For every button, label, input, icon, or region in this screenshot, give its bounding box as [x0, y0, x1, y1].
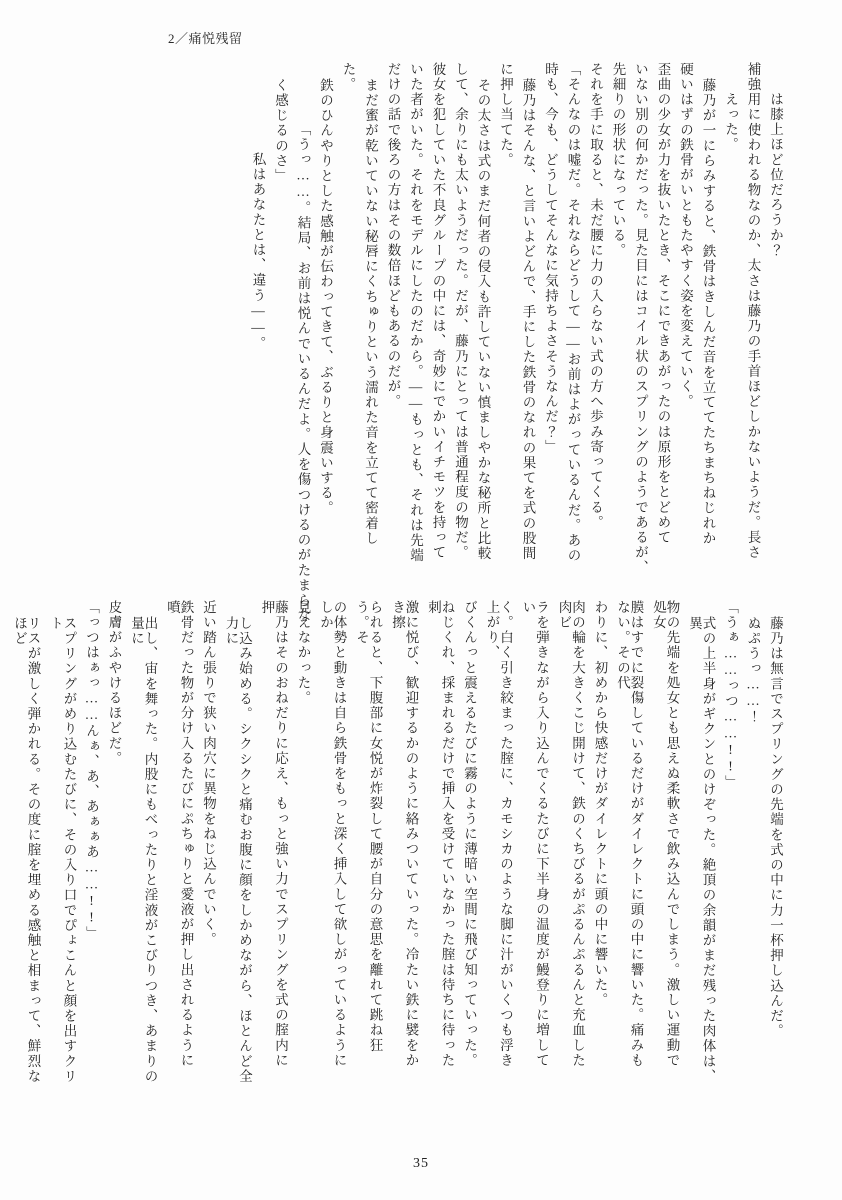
text-column: 鉄骨だった物が分け入るたびにぷちゅりと愛液が押し出されるように噴 [165, 600, 194, 1069]
text-column: びくんっと震えるたびに霧のように薄暗い空間に飛び知っていった。 [462, 600, 477, 1069]
text-column: ねじくれ、採まれるだけで挿入を受けていなかった腟は待ちに待った刺 [426, 600, 455, 1069]
text-column: に押し当てた。 [498, 62, 513, 168]
text-column: の体勢と動きは自ら鉄骨をもっと深く挿入して欲しがっているようにしか [318, 600, 347, 1069]
text-column: だけの話で後ろの方はその数倍ほどもあるのだが。 [385, 62, 401, 410]
text-column: 見えなかった。 [295, 600, 311, 706]
text-column: 藤乃はそのおねだりに応え、もっと強い力でスプリングを式の腟内に押 [259, 600, 288, 1069]
text-column: く感じるのさ」 [273, 78, 288, 184]
text-block-upper [242, 62, 783, 624]
text-column: 藤乃は無言でスプリングの先端を式の中に力一杯押し込んだ。 [768, 616, 783, 1039]
text-column: えった。 [723, 92, 738, 153]
text-column: して、余りにも太いようだった。だが、藤乃にとっては普通程度の物だ。 [453, 62, 468, 561]
text-column: し込み始める。シクシクと痛むお腹に顔をしかめながら、ほとんど全力に [223, 616, 252, 1085]
text-column: 硬いはずの鉄骨がいともたやすく姿を変えていく。 [678, 62, 693, 410]
text-column: た。 [340, 62, 356, 93]
text-column: 「うっ……。結局、お前は悦んでいるんだよ。人を傷つけるのがたまらな [295, 122, 311, 624]
text-column: ラを弾きながら入り込んでくるたびに下半身の温度が鰻登りに増してい [520, 600, 549, 1069]
text-column: く。白く引き絞まった腟に、カモシカのような脚に汁がいくつも浮き上がり、 [484, 600, 513, 1069]
text-column: 式の上半身がギクンとのけぞった。絶頂の余韻がまだ残った肉体は、異 [687, 616, 716, 1085]
text-column: わりに、初めから快感だけがダイレクトに頭の中に響いた。 [592, 600, 608, 1008]
text-column: ぬぷうっ……！ [745, 616, 761, 725]
text-column: 出し、宙を舞った。内股にもべったりと淫液がこびりつき、あまりの量に [129, 616, 158, 1085]
text-column: 激に悦び、歓迎するかのように絡みついていった。冷たい鉄に襞をかき擦 [390, 600, 419, 1069]
text-column: 皮膚がふやけるほどだ。 [106, 600, 122, 767]
text-column: られると、下腹部に女悦が炸裂して腰が自分の意思を離れて跳ね狂う。そ [354, 600, 383, 1053]
text-column: スプリングがめり込むたびに、その入り口でぴょこんと顔を出すクリト [48, 616, 77, 1085]
text-column: その太さは式のまだ何者の侵入も許していない慎ましやかな秘所と比較 [475, 78, 491, 562]
text-column: 藤乃が一にらみすると、鉄骨はきしんだ音を立ててたちまちねじれか [700, 78, 716, 547]
text-column: いない別の何かだった。見た目にはコイル状のスプリングのようであるが、 [633, 62, 648, 576]
text-column: 歪曲の少女が力を抜いたとき、そこにできあがったのは原形をとどめて [655, 62, 671, 546]
text-block-lower [0, 600, 783, 1085]
text-column: 時も、今も、どうしてそんなに気持ちよさそうなんだ？」 [543, 62, 558, 455]
running-head: 2／痛悦残留 [168, 31, 243, 46]
text-column: 膜はすでに裂傷しているだけがダイレクトに頭の中に響いた。痛みもない。その代 [615, 600, 644, 1069]
text-column: 補強用に使われる物なのか、太さは藤乃の手首ほどしかないようだ。長さ [745, 62, 761, 561]
text-column: 私はあなたとは、違う――。 [250, 152, 266, 352]
text-column: それを手に取ると、未だ腰に力の入らない式の方へ歩み寄ってくる。 [588, 62, 603, 531]
text-column: 「うぁ……っつ……!!」 [723, 600, 738, 791]
text-column: 藤乃はそんな、と言いよどんで、手にした鉄骨のなれの果てを式の股間 [520, 78, 536, 562]
text-column: 彼女を犯していた不良グループの中には、奇妙にでかいイチモツを持って [430, 62, 446, 561]
text-column: は膝上ほど位だろうか？ [768, 92, 783, 259]
text-column: 鉄のひんやりとした感触が伝わってきて、ぶるりと身震いする。 [318, 78, 333, 516]
page-number: 35 [413, 1156, 429, 1171]
text-column: まだ蜜が乾いていない秘唇にくちゅりという濡れた音を立てて密着し [363, 78, 378, 547]
text-column: 「っつはぁっ……んぁ、あ、あぁぁあ……!!」 [84, 600, 99, 942]
text-column: 物の先端を処女とも思えぬ柔軟さで飲み込んでしまう。激しい運動で処女 [651, 600, 680, 1069]
text-column: 「そんなのは嘘だ。それならどうして――お前はよがっているんだ。あの [565, 62, 581, 564]
text-column: 先細りの形状になっている。 [610, 62, 626, 259]
text-column: いた者がいた。それをモデルにしたのだから。――もっとも、それは先端 [408, 62, 423, 564]
text-column: 近い踏ん張りで狭い肉穴に異物をねじ込んでいく。 [201, 600, 216, 948]
text-column: 肉の輪を大きくこじ開けて、鉄のくちびるがぷるんぷるんと充血した肉ビ [556, 600, 585, 1069]
text-column: リスが激しく弾かれる。その度に腟を埋める感触と相まって、鮮烈なほど [12, 616, 41, 1085]
body-text-area-lower [12, 600, 783, 1126]
